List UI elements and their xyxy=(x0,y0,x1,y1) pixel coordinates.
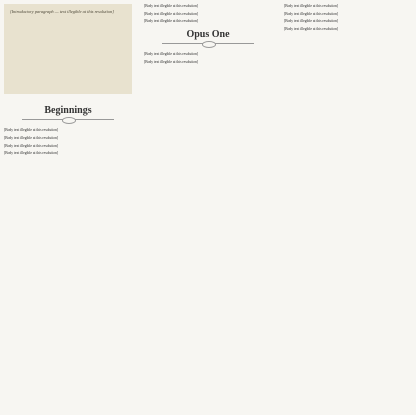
paragraph: [Body text illegible at this resolution] xyxy=(144,19,198,24)
intro-text: [Introductory paragraph — text illegible at this resolution] xyxy=(10,9,114,14)
section-heading-opus-one: Opus One xyxy=(186,29,230,41)
paragraph: [Body text illegible at this resolution] xyxy=(4,135,58,140)
paragraph: [Body text illegible at this resolution] xyxy=(4,128,58,133)
paragraph: [Body text illegible at this resolution] xyxy=(284,4,338,8)
paragraph: [Body text illegible at this resolution] xyxy=(284,19,338,24)
paragraph: [Body text illegible at this resolution] xyxy=(144,11,198,16)
section-heading-beginnings: Beginnings xyxy=(44,105,92,116)
column-right xyxy=(284,4,412,35)
heading-ornament xyxy=(162,43,254,48)
intro-box xyxy=(4,4,132,94)
column-middle xyxy=(144,4,272,68)
paragraph: [Body text illegible at this resolution] xyxy=(284,11,338,16)
paragraph: [Body text illegible at this resolution] xyxy=(144,52,198,57)
paragraph: [Body text illegible at this resolution] xyxy=(144,4,198,8)
paragraph: [Body text illegible at this resolution] xyxy=(284,27,338,32)
heading-ornament xyxy=(22,119,114,124)
paragraph: [Body text illegible at this resolution] xyxy=(4,143,58,148)
column-left xyxy=(4,100,132,159)
paragraph: [Body text illegible at this resolution] xyxy=(4,151,58,156)
paragraph: [Body text illegible at this resolution] xyxy=(144,60,198,65)
